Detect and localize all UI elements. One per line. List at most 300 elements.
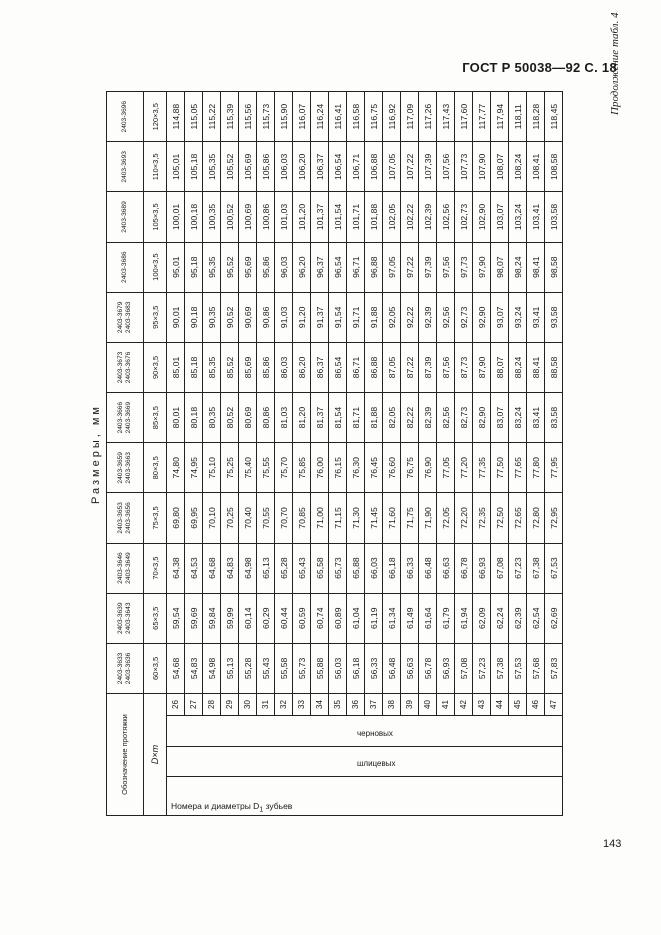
- diameter-value-cell: 87,90: [473, 342, 491, 392]
- diameter-value-cell: 87,05: [383, 342, 401, 392]
- tooth-number-cell: 30: [239, 693, 257, 715]
- diameter-value-cell: 72,95: [545, 493, 563, 543]
- diameter-value-cell: 56,78: [419, 643, 437, 693]
- diameter-value-cell: 100,69: [239, 192, 257, 242]
- diameter-value-cell: 97,05: [383, 242, 401, 292]
- diameter-value-cell: 100,35: [203, 192, 221, 242]
- diameter-value-cell: 106,71: [347, 142, 365, 192]
- diameter-value-cell: 62,24: [491, 593, 509, 643]
- diameter-value-cell: 115,73: [257, 92, 275, 142]
- sizes-caption: Размеры, мм: [90, 404, 102, 504]
- diameter-value-cell: 61,34: [383, 593, 401, 643]
- diameter-value-cell: 82,73: [455, 393, 473, 443]
- tooth-number-cell: 27: [185, 693, 203, 715]
- diameter-value-cell: 75,70: [275, 443, 293, 493]
- table-row: [347, 92, 365, 816]
- diameter-value-cell: 56,33: [365, 643, 383, 693]
- table-row: [509, 92, 527, 816]
- diameter-value-cell: 75,55: [257, 443, 275, 493]
- diameter-value-cell: 85,86: [257, 342, 275, 392]
- diameter-value-cell: 77,20: [455, 443, 473, 493]
- diameter-value-cell: 86,54: [329, 342, 347, 392]
- diameter-value-cell: 56,18: [347, 643, 365, 693]
- diameter-value-cell: 66,18: [383, 543, 401, 593]
- diameter-value-cell: 56,48: [383, 643, 401, 693]
- diameter-value-cell: 81,03: [275, 393, 293, 443]
- diameter-value-cell: 70,10: [203, 493, 221, 543]
- diameter-value-cell: 88,41: [527, 342, 545, 392]
- diameter-value-cell: 90,18: [185, 292, 203, 342]
- diameter-value-cell: 71,75: [401, 493, 419, 543]
- column-profile-header: 2403-3659 2403-3663: [107, 443, 144, 493]
- column-profile-header: 2403-3686: [107, 242, 144, 292]
- side-label-teeth: [171, 801, 292, 814]
- diameter-value-cell: 96,03: [275, 242, 293, 292]
- diameter-value-cell: 81,71: [347, 393, 365, 443]
- diameter-value-cell: 96,71: [347, 242, 365, 292]
- diameter-value-cell: 114,88: [167, 92, 185, 142]
- diameter-value-cell: 64,98: [239, 543, 257, 593]
- diameter-value-cell: 70,70: [275, 493, 293, 543]
- diameter-value-cell: 98,41: [527, 242, 545, 292]
- diameter-value-cell: 90,52: [221, 292, 239, 342]
- column-dm-header: 120×3,5: [144, 92, 167, 142]
- diameter-value-cell: 97,73: [455, 242, 473, 292]
- diameter-value-cell: 93,24: [509, 292, 527, 342]
- table-row: [257, 92, 275, 816]
- diameter-value-cell: 54,83: [185, 643, 203, 693]
- diameter-value-cell: 93,07: [491, 292, 509, 342]
- table-row: [293, 92, 311, 816]
- tooth-number-cell: 45: [509, 693, 527, 715]
- diameter-value-cell: 60,44: [275, 593, 293, 643]
- diameter-value-cell: 71,60: [383, 493, 401, 543]
- diameter-value-cell: 116,58: [347, 92, 365, 142]
- diameter-value-cell: 66,33: [401, 543, 419, 593]
- diameter-value-cell: 118,28: [527, 92, 545, 142]
- table-row: [185, 92, 203, 816]
- table-row: [311, 92, 329, 816]
- diameter-value-cell: 72,80: [527, 493, 545, 543]
- diameter-value-cell: 87,39: [419, 342, 437, 392]
- diameter-value-cell: 62,69: [545, 593, 563, 643]
- diameter-value-cell: 95,86: [257, 242, 275, 292]
- diameter-value-cell: 76,45: [365, 443, 383, 493]
- diameter-value-cell: 108,24: [509, 142, 527, 192]
- table-row: [419, 92, 437, 816]
- diameter-value-cell: 105,86: [257, 142, 275, 192]
- column-profile-header: 2403-3639 2403-3643: [107, 593, 144, 643]
- diameter-value-cell: 86,88: [365, 342, 383, 392]
- diameter-value-cell: 81,20: [293, 393, 311, 443]
- diameter-value-cell: 91,37: [311, 292, 329, 342]
- diameter-value-cell: 106,88: [365, 142, 383, 192]
- diameter-value-cell: 77,65: [509, 443, 527, 493]
- side-label-teeth-text: Номера и диаметры D: [171, 801, 260, 811]
- diameter-value-cell: 70,25: [221, 493, 239, 543]
- diameter-value-cell: 67,53: [545, 543, 563, 593]
- broach-sizes-table: [106, 91, 563, 816]
- tooth-number-cell: 46: [527, 693, 545, 715]
- column-dm-header: 60×3,5: [144, 643, 167, 693]
- diameter-value-cell: 98,24: [509, 242, 527, 292]
- diameter-value-cell: 117,43: [437, 92, 455, 142]
- diameter-value-cell: 90,86: [257, 292, 275, 342]
- tooth-number-cell: 41: [437, 693, 455, 715]
- diameter-value-cell: 101,20: [293, 192, 311, 242]
- diameter-value-cell: 62,09: [473, 593, 491, 643]
- diameter-value-cell: 105,52: [221, 142, 239, 192]
- tooth-number-cell: 44: [491, 693, 509, 715]
- diameter-value-cell: 116,07: [293, 92, 311, 142]
- diameter-value-cell: 55,13: [221, 643, 239, 693]
- column-dm-header: 80×3,5: [144, 443, 167, 493]
- diameter-value-cell: 80,86: [257, 393, 275, 443]
- diameter-value-cell: 108,07: [491, 142, 509, 192]
- diameter-value-cell: 86,03: [275, 342, 293, 392]
- table-row: [527, 92, 545, 816]
- diameter-value-cell: 57,68: [527, 643, 545, 693]
- diameter-value-cell: 83,41: [527, 393, 545, 443]
- diameter-value-cell: 115,22: [203, 92, 221, 142]
- table-row: [401, 92, 419, 816]
- diameter-value-cell: 80,18: [185, 393, 203, 443]
- diameter-value-cell: 100,52: [221, 192, 239, 242]
- column-profile-header: 2403-3693: [107, 142, 144, 192]
- diameter-value-cell: 60,59: [293, 593, 311, 643]
- diameter-value-cell: 76,75: [401, 443, 419, 493]
- diameter-value-cell: 92,39: [419, 292, 437, 342]
- diameter-value-cell: 60,29: [257, 593, 275, 643]
- diameter-value-cell: 102,56: [437, 192, 455, 242]
- diameter-value-cell: 92,56: [437, 292, 455, 342]
- diameter-value-cell: 102,22: [401, 192, 419, 242]
- column-profile-header: 2403-3666 2403-3669: [107, 393, 144, 443]
- diameter-value-cell: 71,15: [329, 493, 347, 543]
- tooth-number-cell: 47: [545, 693, 563, 715]
- tooth-number-cell: 38: [383, 693, 401, 715]
- column-profile-header: 2403-3679 2403-3683: [107, 292, 144, 342]
- diameter-value-cell: 62,39: [509, 593, 527, 643]
- column-profile-header: 2403-3646 2403-3649: [107, 543, 144, 593]
- diameter-value-cell: 75,40: [239, 443, 257, 493]
- diameter-value-cell: 65,58: [311, 543, 329, 593]
- diameter-value-cell: 90,69: [239, 292, 257, 342]
- table-row: [491, 92, 509, 816]
- diameter-value-cell: 116,92: [383, 92, 401, 142]
- diameter-value-cell: 81,37: [311, 393, 329, 443]
- diameter-value-cell: 80,35: [203, 393, 221, 443]
- diameter-value-cell: 56,03: [329, 643, 347, 693]
- diameter-value-cell: 69,80: [167, 493, 185, 543]
- diameter-value-cell: 60,89: [329, 593, 347, 643]
- side-label-roughing: черновых: [357, 729, 393, 738]
- diameter-value-cell: 54,98: [203, 643, 221, 693]
- tooth-number-cell: 36: [347, 693, 365, 715]
- diameter-value-cell: 81,88: [365, 393, 383, 443]
- diameter-value-cell: 103,58: [545, 192, 563, 242]
- diameter-value-cell: 93,58: [545, 292, 563, 342]
- diameter-value-cell: 83,07: [491, 393, 509, 443]
- diameter-value-cell: 82,22: [401, 393, 419, 443]
- corner-label-designation: Обозначение протяжки: [107, 693, 144, 815]
- side-label-finishing: шлицевых: [357, 759, 396, 768]
- column-dm-header: 110×3,5: [144, 142, 167, 192]
- diameter-value-cell: 61,04: [347, 593, 365, 643]
- tooth-number-cell: 34: [311, 693, 329, 715]
- diameter-value-cell: 65,28: [275, 543, 293, 593]
- diameter-value-cell: 59,99: [221, 593, 239, 643]
- tooth-number-cell: 35: [329, 693, 347, 715]
- diameter-value-cell: 82,90: [473, 393, 491, 443]
- diameter-value-cell: 117,09: [401, 92, 419, 142]
- diameter-value-cell: 91,71: [347, 292, 365, 342]
- diameter-value-cell: 82,05: [383, 393, 401, 443]
- diameter-value-cell: 85,18: [185, 342, 203, 392]
- diameter-value-cell: 86,20: [293, 342, 311, 392]
- diameter-value-cell: 77,80: [527, 443, 545, 493]
- diameter-value-cell: 117,60: [455, 92, 473, 142]
- diameter-value-cell: 55,43: [257, 643, 275, 693]
- diameter-value-cell: 75,25: [221, 443, 239, 493]
- column-dm-header: 85×3,5: [144, 393, 167, 443]
- diameter-value-cell: 103,07: [491, 192, 509, 242]
- diameter-value-cell: 60,14: [239, 593, 257, 643]
- diameter-value-cell: 61,49: [401, 593, 419, 643]
- diameter-value-cell: 71,45: [365, 493, 383, 543]
- diameter-value-cell: 72,35: [473, 493, 491, 543]
- diameter-value-cell: 107,22: [401, 142, 419, 192]
- diameter-value-cell: 80,52: [221, 393, 239, 443]
- side-label-teeth-tail: зубьев: [263, 801, 293, 811]
- diameter-value-cell: 108,41: [527, 142, 545, 192]
- tooth-number-cell: 28: [203, 693, 221, 715]
- table-row: [383, 92, 401, 816]
- diameter-value-cell: 57,08: [455, 643, 473, 693]
- page-header-title: ГОСТ Р 50038—92 С. 18: [462, 60, 617, 75]
- table-row: [365, 92, 383, 816]
- diameter-value-cell: 70,40: [239, 493, 257, 543]
- diameter-value-cell: 54,68: [167, 643, 185, 693]
- diameter-value-cell: 80,01: [167, 393, 185, 443]
- diameter-value-cell: 83,24: [509, 393, 527, 443]
- diameter-value-cell: 107,56: [437, 142, 455, 192]
- diameter-value-cell: 66,78: [455, 543, 473, 593]
- diameter-value-cell: 66,03: [365, 543, 383, 593]
- diameter-value-cell: 105,69: [239, 142, 257, 192]
- column-dm-header: 95×3,5: [144, 292, 167, 342]
- diameter-value-cell: 59,84: [203, 593, 221, 643]
- diameter-value-cell: 75,10: [203, 443, 221, 493]
- diameter-value-cell: 65,13: [257, 543, 275, 593]
- diameter-value-cell: 95,01: [167, 242, 185, 292]
- diameter-value-cell: 105,35: [203, 142, 221, 192]
- tooth-number-cell: 43: [473, 693, 491, 715]
- diameter-value-cell: 92,22: [401, 292, 419, 342]
- diameter-value-cell: 55,88: [311, 643, 329, 693]
- diameter-value-cell: 107,90: [473, 142, 491, 192]
- diameter-value-cell: 100,86: [257, 192, 275, 242]
- column-profile-header: 2403-3653 2403-3656: [107, 493, 144, 543]
- diameter-value-cell: 66,63: [437, 543, 455, 593]
- diameter-value-cell: 95,69: [239, 242, 257, 292]
- diameter-value-cell: 102,90: [473, 192, 491, 242]
- diameter-value-cell: 116,75: [365, 92, 383, 142]
- tooth-number-cell: 39: [401, 693, 419, 715]
- diameter-value-cell: 65,73: [329, 543, 347, 593]
- diameter-value-cell: 72,05: [437, 493, 455, 543]
- diameter-value-cell: 56,93: [437, 643, 455, 693]
- diameter-value-cell: 62,54: [527, 593, 545, 643]
- diameter-value-cell: 91,88: [365, 292, 383, 342]
- diameter-value-cell: 64,38: [167, 543, 185, 593]
- diameter-value-cell: 105,01: [167, 142, 185, 192]
- diameter-value-cell: 106,20: [293, 142, 311, 192]
- tooth-number-cell: 33: [293, 693, 311, 715]
- diameter-value-cell: 69,95: [185, 493, 203, 543]
- diameter-value-cell: 96,37: [311, 242, 329, 292]
- diameter-value-cell: 88,24: [509, 342, 527, 392]
- diameter-value-cell: 72,20: [455, 493, 473, 543]
- table-row: [455, 92, 473, 816]
- diameter-value-cell: 72,65: [509, 493, 527, 543]
- diameter-value-cell: 87,73: [455, 342, 473, 392]
- diameter-value-cell: 65,88: [347, 543, 365, 593]
- tooth-number-cell: 37: [365, 693, 383, 715]
- diameter-value-cell: 95,18: [185, 242, 203, 292]
- diameter-value-cell: 61,64: [419, 593, 437, 643]
- diameter-value-cell: 105,18: [185, 142, 203, 192]
- column-dm-header: 90×3,5: [144, 342, 167, 392]
- column-profile-header: 2403-3696: [107, 92, 144, 142]
- diameter-value-cell: 86,37: [311, 342, 329, 392]
- tooth-number-cell: 29: [221, 693, 239, 715]
- diameter-value-cell: 106,54: [329, 142, 347, 192]
- diameter-value-cell: 118,45: [545, 92, 563, 142]
- continuation-note: Продолжение табл. 4: [609, 12, 621, 115]
- table-row: [473, 92, 491, 816]
- diameter-value-cell: 107,05: [383, 142, 401, 192]
- diameter-value-cell: 90,35: [203, 292, 221, 342]
- diameter-value-cell: 101,88: [365, 192, 383, 242]
- diameter-value-cell: 60,74: [311, 593, 329, 643]
- diameter-value-cell: 55,28: [239, 643, 257, 693]
- diameter-value-cell: 57,83: [545, 643, 563, 693]
- diameter-value-cell: 64,53: [185, 543, 203, 593]
- column-dm-header: 65×3,5: [144, 593, 167, 643]
- diameter-value-cell: 67,08: [491, 543, 509, 593]
- diameter-value-cell: 76,15: [329, 443, 347, 493]
- tooth-number-cell: 31: [257, 693, 275, 715]
- diameter-value-cell: 106,37: [311, 142, 329, 192]
- diameter-value-cell: 87,22: [401, 342, 419, 392]
- diameter-value-cell: 64,83: [221, 543, 239, 593]
- diameter-value-cell: 103,24: [509, 192, 527, 242]
- diameter-value-cell: 107,73: [455, 142, 473, 192]
- diameter-value-cell: 95,52: [221, 242, 239, 292]
- diameter-value-cell: 70,55: [257, 493, 275, 543]
- diameter-value-cell: 93,41: [527, 292, 545, 342]
- diameter-value-cell: 76,30: [347, 443, 365, 493]
- diameter-value-cell: 55,73: [293, 643, 311, 693]
- side-label-teeth-sub: 1: [259, 805, 264, 814]
- corner-label-dm: D×m: [144, 693, 167, 815]
- diameter-value-cell: 95,35: [203, 242, 221, 292]
- diameter-value-cell: 91,03: [275, 292, 293, 342]
- diameter-value-cell: 76,00: [311, 443, 329, 493]
- column-dm-header: 75×3,5: [144, 493, 167, 543]
- diameter-value-cell: 91,20: [293, 292, 311, 342]
- diameter-value-cell: 117,94: [491, 92, 509, 142]
- diameter-value-cell: 91,54: [329, 292, 347, 342]
- diameter-value-cell: 83,58: [545, 393, 563, 443]
- diameter-value-cell: 97,56: [437, 242, 455, 292]
- diameter-value-cell: 88,58: [545, 342, 563, 392]
- diameter-value-cell: 74,95: [185, 443, 203, 493]
- column-dm-header: 105×3,5: [144, 192, 167, 242]
- diameter-value-cell: 71,90: [419, 493, 437, 543]
- diameter-value-cell: 107,39: [419, 142, 437, 192]
- diameter-value-cell: 85,01: [167, 342, 185, 392]
- diameter-value-cell: 87,56: [437, 342, 455, 392]
- diameter-value-cell: 96,54: [329, 242, 347, 292]
- diameter-value-cell: 85,52: [221, 342, 239, 392]
- diameter-value-cell: 76,60: [383, 443, 401, 493]
- diameter-value-cell: 71,30: [347, 493, 365, 543]
- diameter-value-cell: 66,48: [419, 543, 437, 593]
- diameter-value-cell: 85,69: [239, 342, 257, 392]
- diameter-value-cell: 101,71: [347, 192, 365, 242]
- diameter-value-cell: 57,38: [491, 643, 509, 693]
- diameter-value-cell: 92,90: [473, 292, 491, 342]
- diameter-value-cell: 92,73: [455, 292, 473, 342]
- diameter-value-cell: 85,35: [203, 342, 221, 392]
- diameter-value-cell: 82,39: [419, 393, 437, 443]
- tooth-number-cell: 32: [275, 693, 293, 715]
- diameter-value-cell: 101,03: [275, 192, 293, 242]
- diameter-value-cell: 102,73: [455, 192, 473, 242]
- diameter-value-cell: 64,68: [203, 543, 221, 593]
- diameter-value-cell: 65,43: [293, 543, 311, 593]
- tooth-number-cell: 42: [455, 693, 473, 715]
- side-label-cell: [167, 716, 563, 816]
- diameter-value-cell: 115,56: [239, 92, 257, 142]
- diameter-value-cell: 102,39: [419, 192, 437, 242]
- table-row: [221, 92, 239, 816]
- diameter-value-cell: 102,05: [383, 192, 401, 242]
- diameter-value-cell: 116,41: [329, 92, 347, 142]
- diameter-value-cell: 97,39: [419, 242, 437, 292]
- diameter-value-cell: 92,05: [383, 292, 401, 342]
- diameter-value-cell: 61,79: [437, 593, 455, 643]
- diameter-value-cell: 67,38: [527, 543, 545, 593]
- diameter-value-cell: 81,54: [329, 393, 347, 443]
- table-row: [545, 92, 563, 816]
- diameter-value-cell: 57,53: [509, 643, 527, 693]
- diameter-value-cell: 88,07: [491, 342, 509, 392]
- diameter-value-cell: 77,05: [437, 443, 455, 493]
- diameter-value-cell: 59,69: [185, 593, 203, 643]
- diameter-value-cell: 115,39: [221, 92, 239, 142]
- diameter-value-cell: 82,56: [437, 393, 455, 443]
- diameter-value-cell: 74,80: [167, 443, 185, 493]
- diameter-value-cell: 59,54: [167, 593, 185, 643]
- diameter-value-cell: 117,77: [473, 92, 491, 142]
- diameter-value-cell: 90,01: [167, 292, 185, 342]
- diameter-value-cell: 100,18: [185, 192, 203, 242]
- diameter-value-cell: 71,00: [311, 493, 329, 543]
- diameter-value-cell: 56,63: [401, 643, 419, 693]
